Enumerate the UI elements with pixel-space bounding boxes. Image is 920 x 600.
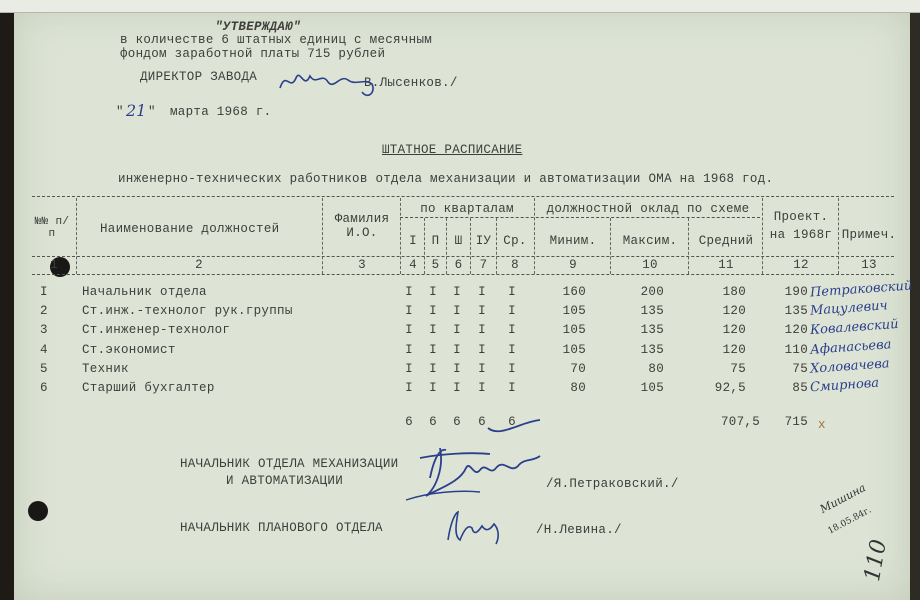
- row-4-q1: I: [405, 343, 413, 357]
- row-5-project: 75: [792, 362, 808, 376]
- date-month-year: марта 1968 г.: [170, 105, 272, 119]
- row-1-q2: I: [429, 285, 437, 299]
- colnum-8: 8: [511, 258, 519, 272]
- head-label-line1: НАЧАЛЬНИК ОТДЕЛА МЕХАНИЗАЦИИ: [180, 457, 399, 471]
- row-1-avg: I: [508, 285, 516, 299]
- row-5-q2: I: [429, 362, 437, 376]
- head-signature: [400, 418, 550, 508]
- colnum-11: 11: [718, 258, 734, 272]
- total-project: 715: [784, 415, 808, 429]
- row-1-max: 200: [640, 285, 664, 299]
- binding-edge: [0, 0, 14, 600]
- header-surname: Фамилия И.О.: [334, 212, 390, 240]
- header-num: №№ п/п: [34, 216, 70, 240]
- approval-line-2: фондом заработной платы 715 рублей: [120, 47, 386, 61]
- header-q3: Ш: [454, 234, 463, 248]
- date-quote-close: ": [148, 105, 156, 119]
- date-quote-open: ": [116, 105, 124, 119]
- row-4-q4: I: [478, 343, 486, 357]
- punch-hole-bottom: [28, 501, 48, 521]
- row-5-position: Техник: [82, 362, 129, 376]
- row-3-q1: I: [405, 323, 413, 337]
- row-4-mid: 120: [722, 343, 746, 357]
- row-1-min: 160: [562, 285, 586, 299]
- row-2-max: 135: [640, 304, 664, 318]
- document-subtitle: инженерно-технических работников отдела механизации и автоматизации ОМА на 1968 год.: [118, 172, 774, 186]
- col-divider: [534, 198, 535, 274]
- header-max: Максим.: [622, 234, 678, 248]
- row-4-position: Ст.экономист: [82, 343, 176, 357]
- col-divider: [838, 198, 839, 274]
- row-5-min: 70: [570, 362, 586, 376]
- document-title: ШТАТНОЕ РАСПИСАНИЕ: [382, 143, 523, 157]
- row-3-project: 120: [784, 323, 808, 337]
- table-top-rule: [32, 196, 894, 197]
- row-6-min: 80: [570, 381, 586, 395]
- row-4-max: 135: [640, 343, 664, 357]
- header-mid: Средний: [698, 234, 754, 248]
- head-label-line2: И АВТОМАТИЗАЦИИ: [226, 474, 344, 488]
- table-colnum-rule: [32, 274, 894, 275]
- margin-note-name: Мишина: [817, 481, 868, 516]
- row-1-q1: I: [405, 285, 413, 299]
- colnum-10: 10: [642, 258, 658, 272]
- row-2-q2: I: [429, 304, 437, 318]
- header-min: Миним.: [549, 234, 597, 248]
- row-3-mid: 120: [722, 323, 746, 337]
- row-2-project: 135: [784, 304, 808, 318]
- page-number: 110: [860, 537, 892, 584]
- row-4-n: 4: [40, 343, 48, 357]
- margin-note-date: 18.05.84г.: [826, 505, 874, 537]
- colnum-12: 12: [793, 258, 809, 272]
- date-day: 21: [126, 101, 147, 120]
- row-3-q3: I: [453, 323, 461, 337]
- row-4-avg: I: [508, 343, 516, 357]
- col-divider: [688, 218, 689, 274]
- page-top-edge: [0, 0, 920, 13]
- row-3-n: 3: [40, 323, 48, 337]
- row-6-mid: 92,5: [714, 381, 746, 395]
- row-3-max: 135: [640, 323, 664, 337]
- row-2-q1: I: [405, 304, 413, 318]
- row-2-avg: I: [508, 304, 516, 318]
- header-avg: Ср.: [503, 234, 527, 248]
- head-name: /Я.Петраковский./: [546, 477, 679, 491]
- row-5-mid: 75: [730, 362, 746, 376]
- row-5-handwritten-name: Холовачева: [809, 356, 891, 377]
- row-5-q1: I: [405, 362, 413, 376]
- row-2-mid: 120: [722, 304, 746, 318]
- colnum-9: 9: [569, 258, 577, 272]
- row-3-min: 105: [562, 323, 586, 337]
- director-signature: [276, 62, 386, 102]
- row-1-q3: I: [453, 285, 461, 299]
- header-quarters: по кварталам: [420, 202, 514, 216]
- total-avg: 6: [508, 415, 516, 429]
- row-5-q4: I: [478, 362, 486, 376]
- row-6-q4: I: [478, 381, 486, 395]
- total-q2: 6: [429, 415, 437, 429]
- row-2-min: 105: [562, 304, 586, 318]
- header-q1: I: [409, 234, 417, 248]
- col-divider: [400, 198, 401, 274]
- col-divider: [322, 198, 323, 274]
- approval-line-1: в количестве 6 штатных единиц с месячным: [120, 33, 433, 47]
- header-q4: IУ: [475, 234, 492, 248]
- row-6-position: Старший бухгалтер: [82, 381, 215, 395]
- row-2-q4: I: [478, 304, 486, 318]
- row-5-n: 5: [40, 362, 48, 376]
- row-6-project: 85: [792, 381, 808, 395]
- row-6-avg: I: [508, 381, 516, 395]
- total-q1: 6: [405, 415, 413, 429]
- row-1-mid: 180: [722, 285, 746, 299]
- director-label: ДИРЕКТОР ЗАВОДА: [140, 70, 258, 84]
- row-1-position: Начальник отдела: [82, 285, 207, 299]
- row-6-q1: I: [405, 381, 413, 395]
- row-4-q3: I: [453, 343, 461, 357]
- row-3-q2: I: [429, 323, 437, 337]
- row-1-n: I: [40, 285, 48, 299]
- row-3-handwritten-name: Ковалевский: [809, 316, 899, 339]
- header-position: Наименование должностей: [100, 222, 280, 236]
- approval-stamp: "УТВЕРЖДАЮ": [215, 20, 301, 34]
- row-4-min: 105: [562, 343, 586, 357]
- colnum-4: 4: [409, 258, 417, 272]
- row-2-n: 2: [40, 304, 48, 318]
- row-2-q3: I: [453, 304, 461, 318]
- col-divider: [762, 198, 763, 274]
- row-1-handwritten-name: Петраковский: [809, 278, 913, 301]
- row-4-project: 110: [784, 343, 808, 357]
- row-6-q3: I: [453, 381, 461, 395]
- row-5-q3: I: [453, 362, 461, 376]
- row-6-handwritten-name: Смирнова: [809, 375, 880, 396]
- col-divider: [76, 198, 77, 274]
- colnum-3: 3: [358, 258, 366, 272]
- header-project: Проект. на 1968г: [769, 210, 833, 242]
- row-3-position: Ст.инженер-технолог: [82, 323, 231, 337]
- row-6-q2: I: [429, 381, 437, 395]
- row-4-handwritten-name: Афанасьева: [809, 337, 892, 358]
- colnum-6: 6: [454, 258, 463, 272]
- row-2-position: Ст.инж.-технолог рук.группы: [82, 304, 293, 318]
- row-6-max: 105: [640, 381, 664, 395]
- plan-label: НАЧАЛЬНИК ПЛАНОВОГО ОТДЕЛА: [180, 521, 383, 535]
- row-5-avg: I: [508, 362, 516, 376]
- header-note: Примеч.: [841, 228, 897, 242]
- col-divider: [610, 218, 611, 274]
- total-q3: 6: [453, 415, 461, 429]
- table-subheader-rule: [400, 217, 760, 218]
- plan-name: /Н.Левина./: [536, 523, 622, 537]
- row-1-q4: I: [478, 285, 486, 299]
- row-4-q2: I: [429, 343, 437, 357]
- total-mid: 707,5: [720, 415, 760, 429]
- total-mark: x: [818, 418, 826, 432]
- colnum-2: 2: [195, 258, 203, 272]
- colnum-5: 5: [431, 258, 440, 272]
- header-q2: П: [431, 234, 440, 248]
- row-2-handwritten-name: Мацулевич: [809, 298, 889, 319]
- total-q4: 6: [478, 415, 486, 429]
- table-header-rule: [32, 256, 894, 257]
- plan-signature: [440, 506, 510, 546]
- row-3-avg: I: [508, 323, 516, 337]
- row-3-q4: I: [478, 323, 486, 337]
- header-salary: должностной оклад по схеме: [546, 202, 750, 216]
- director-name: В.Лысенков./: [364, 76, 458, 90]
- colnum-7: 7: [479, 258, 488, 272]
- row-6-n: 6: [40, 381, 48, 395]
- row-1-project: 190: [784, 285, 808, 299]
- row-5-max: 80: [648, 362, 664, 376]
- colnum-1: 1: [50, 258, 58, 272]
- colnum-13: 13: [861, 258, 877, 272]
